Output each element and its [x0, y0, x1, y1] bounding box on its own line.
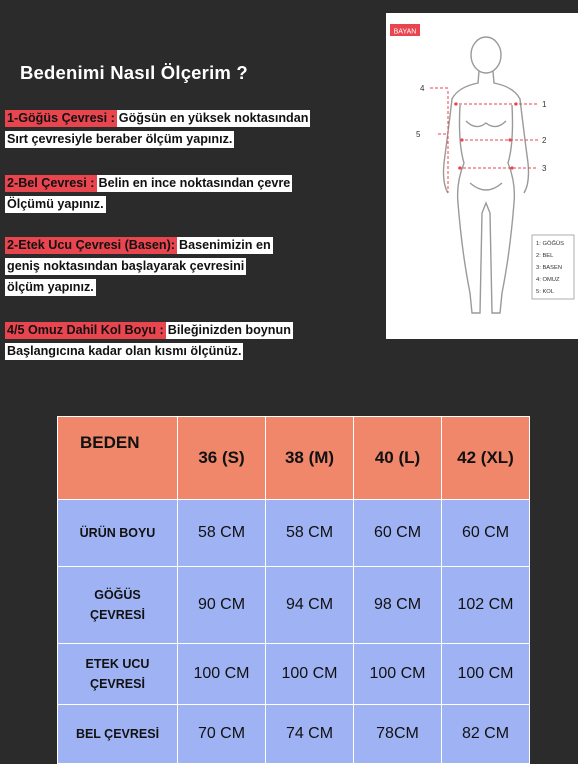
- measure-points: [454, 102, 517, 169]
- row-label: ÜRÜN BOYU: [58, 500, 178, 567]
- legend-item: 4: OMUZ: [536, 277, 560, 283]
- table-row: [58, 644, 530, 705]
- table-cell: 100 CM: [266, 644, 354, 705]
- table-cell: 60 CM: [354, 500, 442, 567]
- table-cell: 100 CM: [354, 644, 442, 705]
- measurement-figure: [386, 13, 578, 339]
- legend-item: 2: BEL: [536, 253, 554, 259]
- body-diagram: [386, 13, 578, 339]
- table-header-row: [58, 417, 530, 500]
- table-row: [58, 705, 530, 764]
- header-cell: BEDEN: [58, 417, 178, 500]
- body-outline-icon: [444, 37, 529, 313]
- table-cell: 94 CM: [266, 567, 354, 644]
- table-cell: 102 CM: [442, 567, 530, 644]
- size-table: [57, 416, 530, 764]
- table-cell: 70 CM: [178, 705, 266, 764]
- table-cell: 82 CM: [442, 705, 530, 764]
- measure-lines: [430, 88, 538, 193]
- table-cell: 78CM: [354, 705, 442, 764]
- instruction-chest: [5, 108, 310, 150]
- header-cell: 40 (L): [354, 417, 442, 500]
- table-cell: 100 CM: [178, 644, 266, 705]
- badge-text: BAYAN: [393, 28, 417, 36]
- table-cell: 58 CM: [178, 500, 266, 567]
- header-cell: 38 (M): [266, 417, 354, 500]
- instruction-hip: [5, 235, 273, 298]
- table-row: [58, 567, 530, 644]
- instruction-text: ölçüm yapınız.: [7, 280, 94, 294]
- instruction-arm-length: [5, 320, 293, 362]
- instruction-text: geniş noktasından başlayarak çevresini: [7, 259, 245, 273]
- instruction-label: 4/5 Omuz Dahil Kol Boyu :: [7, 323, 164, 337]
- instruction-text: Sırt çevresiyle beraber ölçüm yapınız.: [7, 132, 233, 146]
- marker-1: 1: [542, 100, 547, 109]
- table-cell: 90 CM: [178, 567, 266, 644]
- table-cell: 58 CM: [266, 500, 354, 567]
- marker-5: 5: [416, 130, 421, 139]
- header-cell: 36 (S): [178, 417, 266, 500]
- instruction-label: 2-Bel Çevresi :: [7, 176, 95, 190]
- instruction-text: Belin en ince noktasından çevre: [98, 176, 291, 190]
- instruction-label: 1-Göğüs Çevresi :: [7, 111, 115, 125]
- legend-item: 1: GÖĞÜS: [536, 241, 565, 247]
- marker-4: 4: [420, 84, 425, 93]
- marker-2: 2: [542, 136, 547, 145]
- instruction-text: Başlangıcına kadar olan kısmı ölçünüz.: [7, 344, 242, 358]
- instruction-text: Ölçümü yapınız.: [7, 197, 104, 211]
- table-row: [58, 500, 530, 567]
- table-cell: 100 CM: [442, 644, 530, 705]
- marker-3: 3: [542, 164, 547, 173]
- legend-item: 3: BASEN: [536, 265, 563, 271]
- page-title: Bedenimi Nasıl Ölçerim ?: [20, 62, 248, 83]
- row-label: GÖĞÜS ÇEVRESİ: [58, 567, 178, 644]
- instruction-text: Bileğinizden boynun: [167, 323, 291, 337]
- table-cell: 74 CM: [266, 705, 354, 764]
- instruction-waist: [5, 173, 292, 215]
- table-cell: 98 CM: [354, 567, 442, 644]
- instruction-text: Basenimizin en: [178, 238, 271, 252]
- header-cell: 42 (XL): [442, 417, 530, 500]
- instruction-label: 2-Etek Ucu Çevresi (Basen):: [7, 238, 175, 252]
- row-label: BEL ÇEVRESİ: [58, 705, 178, 764]
- table-cell: 60 CM: [442, 500, 530, 567]
- legend-item: 5: KOL: [536, 289, 555, 295]
- row-label: ETEK UCU ÇEVRESİ: [58, 644, 178, 705]
- instruction-text: Göğsün en yüksek noktasından: [118, 111, 309, 125]
